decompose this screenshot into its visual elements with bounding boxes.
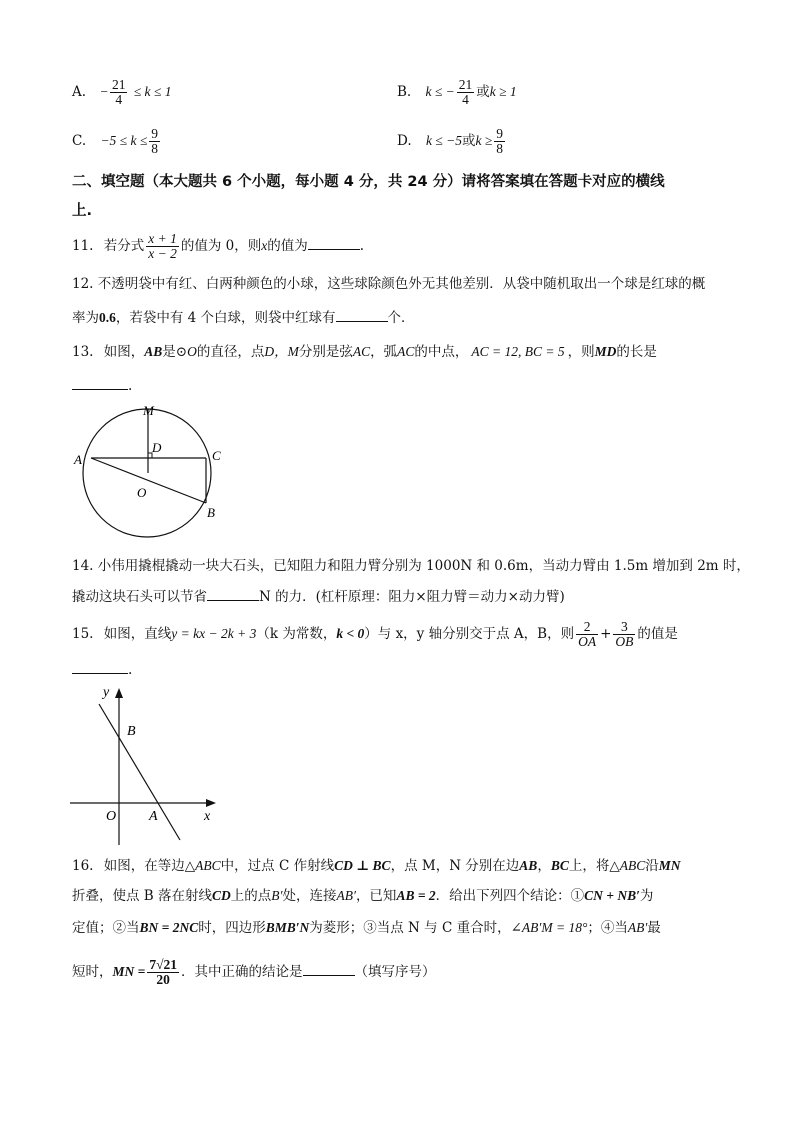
question-13-blank-line [72, 377, 132, 394]
label-b: B [207, 505, 215, 520]
question-16-line2 [72, 888, 653, 904]
q13-figure [70, 400, 230, 545]
q16-mn: MN [658, 858, 681, 873]
question-12-line2 [72, 309, 415, 326]
label-a: A [74, 452, 82, 467]
q15-fraction-2 [613, 620, 635, 649]
q15-equation: y = kx − 2k + 3 [171, 626, 257, 642]
label-c: C [212, 448, 221, 463]
section-heading-cont: 上. [72, 203, 93, 219]
choice-d-label: D. [397, 133, 412, 150]
label-a: A [149, 809, 158, 824]
choice-b [397, 78, 517, 107]
q14-pre: 撬动这块石头可以节省 [72, 589, 207, 605]
q16-tri2: △ABC [609, 858, 646, 873]
q16-abp2: AB′ [627, 920, 648, 935]
choice-a-minus: − [100, 84, 108, 100]
q13-md: MD [594, 344, 617, 359]
fraction-denominator: 8 [496, 141, 503, 157]
question-14-line2 [72, 588, 565, 605]
q13-post: 的长是 [616, 344, 657, 360]
choice-a-text: ≤ k ≤ 1 [133, 84, 172, 100]
q16-l3e: 最 [647, 920, 661, 936]
fraction-denominator: 20 [156, 972, 170, 988]
question-12-line1: 12. 不透明袋中有红、白两种颜色的小球，这些球除颜色外无其他差别．从袋中随机取出一个球是红球的概 [72, 276, 706, 292]
fraction-numerator: 2 [576, 620, 598, 635]
fraction-numerator: 7√21 [149, 957, 177, 972]
x-axis-arrow [206, 799, 216, 807]
fraction-numerator: 21 [111, 77, 126, 92]
fraction-denominator: 4 [115, 92, 123, 108]
q11-mid: 的值为 0，则 [180, 238, 262, 255]
q16-perp: CD ⊥ BC [334, 858, 391, 873]
label-o: O [137, 485, 147, 500]
q13-ac2: AC [397, 344, 415, 359]
choice-c-fraction [149, 127, 160, 156]
fraction-denominator: OA [578, 634, 597, 650]
question-number: 15. [72, 626, 94, 643]
q16-mid2: ，点 M，N 分别在边 [390, 858, 520, 874]
choice-d-or: 或 [461, 133, 476, 150]
question-15-blank-line [72, 661, 132, 678]
label-o: O [106, 809, 117, 824]
q13-sep: 分别是弦 [298, 344, 353, 360]
q16-l3c: 为菱形；③当点 N 与 C 重合时， [309, 920, 511, 936]
question-number: 11. [72, 238, 94, 255]
answer-blank[interactable] [336, 309, 388, 322]
q15-post: 的值是 [637, 626, 678, 643]
q16-l2a: 折叠，使点 B 落在射线 [72, 888, 213, 904]
q13-end: . [128, 378, 133, 394]
label-d: D [152, 440, 162, 455]
question-16-line3 [72, 920, 661, 936]
q13-pre: 如图， [103, 344, 145, 360]
label-b: B [127, 724, 136, 739]
q15-fraction-1 [576, 620, 598, 649]
q13-circle: ⊙O [175, 344, 197, 359]
fraction-numerator: 21 [458, 77, 473, 92]
choice-d-mid: k ≥ [475, 133, 493, 149]
choice-b-pre: k ≤ − [425, 84, 455, 100]
choice-d-fraction [494, 127, 505, 156]
q16-ab: AB [519, 858, 538, 873]
q16-sum: CN + NB′ [584, 888, 640, 903]
y-axis-arrow [115, 688, 123, 698]
q16-l4a: 短时， [72, 964, 113, 981]
q11-var: x [261, 238, 268, 254]
label-x: x [204, 809, 211, 824]
q16-l3a: 定值；②当 [72, 920, 140, 936]
q16-l2f: 为 [639, 888, 654, 904]
q16-mneq: MN = [112, 964, 146, 980]
q16-mid1: 中，过点 C 作射线 [220, 858, 335, 874]
fraction-denominator: 4 [462, 92, 469, 108]
choice-c-label: C. [72, 133, 87, 150]
q16-l3d: ；④当 [587, 920, 628, 936]
choice-c-pre: −5 ≤ k ≤ [100, 133, 148, 149]
choice-d [397, 127, 507, 156]
q16-fraction [147, 958, 179, 987]
section-heading: 二、填空题（本大题共 6 个小题，每小题 4 分，共 24 分）请将答案填在答题卡对应的横线 [72, 174, 665, 190]
question-16-line4 [72, 958, 436, 987]
q15-pre: 如图，直线 [103, 626, 172, 643]
q13-ab: AB [144, 344, 163, 359]
answer-blank[interactable] [72, 377, 128, 390]
q11-pre: 若分式 [103, 238, 145, 255]
label-m: M [143, 403, 154, 418]
q16-mid3: 上，将 [568, 858, 610, 874]
choice-b-or: 或 [476, 84, 490, 101]
q13-dm: D，M [264, 344, 299, 359]
circle-o [83, 409, 211, 537]
q13-is: 是 [162, 344, 176, 360]
q15-mid: ）与 x，y 轴分别交于点 A，B，则 [364, 626, 575, 643]
question-number: 16. [72, 858, 94, 874]
q13-mid: 的中点， [414, 344, 469, 360]
answer-blank[interactable] [72, 661, 128, 674]
answer-blank[interactable] [303, 963, 355, 976]
question-16-line1 [72, 858, 680, 874]
q16-l2b: 上的点 [230, 888, 272, 904]
q12-value: 0.6 [99, 310, 116, 325]
q13-comma: ，弧 [370, 344, 398, 360]
q13-diam: 的直径，点 [196, 344, 265, 360]
choice-c [72, 127, 162, 156]
fraction-denominator: x − 2 [148, 246, 177, 262]
label-y: y [103, 685, 110, 700]
q16-l3b: 时，四边形 [198, 920, 266, 936]
q16-l2d: ，已知 [355, 888, 397, 904]
choice-a-fraction [110, 78, 128, 107]
q14-post: N 的力．(杠杆原理：阻力×阻力臂＝动力×动力臂) [259, 589, 565, 605]
q15-paren: （k 为常数， [256, 626, 337, 643]
q15-figure [66, 680, 226, 850]
fraction-denominator: OB [615, 634, 634, 650]
q16-tri: △ABC [184, 858, 221, 873]
q16-bc: BC [550, 858, 569, 873]
choice-a-label: A. [72, 84, 87, 101]
q16-quad: BMB′N [265, 920, 310, 935]
q13-ac: AC [352, 344, 371, 359]
q15-cond: k < 0 [336, 626, 365, 642]
question-15 [72, 620, 678, 649]
q16-pre: 如图，在等边 [103, 858, 185, 874]
q16-abeq: AB = 2 [396, 888, 436, 903]
q15-end: . [128, 662, 133, 678]
question-13 [72, 344, 657, 360]
q16-l4c: （填写序号） [354, 964, 436, 981]
fraction-numerator: 9 [151, 126, 158, 141]
question-number: 13. [72, 344, 94, 360]
q12-post: 个． [387, 310, 415, 326]
q13-then: ，则 [567, 344, 595, 360]
q11-fraction [146, 232, 179, 261]
fraction-denominator: 8 [151, 141, 158, 157]
fraction-numerator: 3 [613, 620, 635, 635]
q16-angle: ∠AB′M = 18° [510, 920, 588, 935]
q12-mid: ，若袋中有 4 个白球，则袋中红球有 [115, 310, 336, 326]
q11-post: 的值为 [267, 238, 308, 255]
fraction-numerator: x + 1 [148, 231, 177, 246]
q12-pre: 率为 [72, 310, 99, 326]
q16-l2e: ．给出下列四个结论：① [435, 888, 585, 904]
q16-bn: BN = 2NC [139, 920, 199, 935]
q16-abp: AB′ [336, 888, 356, 903]
q16-l4b: ．其中正确的结论是 [181, 964, 303, 981]
answer-blank[interactable] [308, 237, 360, 250]
question-14-line1: 14. 小伟用撬棍撬动一块大石头，已知阻力和阻力臂分别为 1000N 和 0.6m，当动力臂由 1.5m 增加到 2m 时， [72, 558, 750, 574]
q16-cd: CD [212, 888, 231, 903]
answer-blank[interactable] [207, 588, 259, 601]
fraction-numerator: 9 [496, 126, 503, 141]
choice-d-pre: k ≤ −5 [425, 133, 462, 149]
q16-sep: ， [537, 858, 551, 874]
q13-cond: AC = 12, BC = 5 [471, 344, 565, 359]
q16-l2c: 处，连接 [282, 888, 337, 904]
q15-plus: + [600, 626, 612, 643]
choice-b-label: B. [397, 84, 412, 101]
q11-end: . [359, 238, 365, 255]
choice-b-post: k ≥ 1 [489, 84, 517, 100]
q16-bp: B′ [271, 888, 283, 903]
choice-b-fraction [457, 78, 475, 107]
q16-mid4: 沿 [645, 858, 659, 874]
question-11 [72, 232, 364, 261]
choice-a [72, 78, 171, 107]
